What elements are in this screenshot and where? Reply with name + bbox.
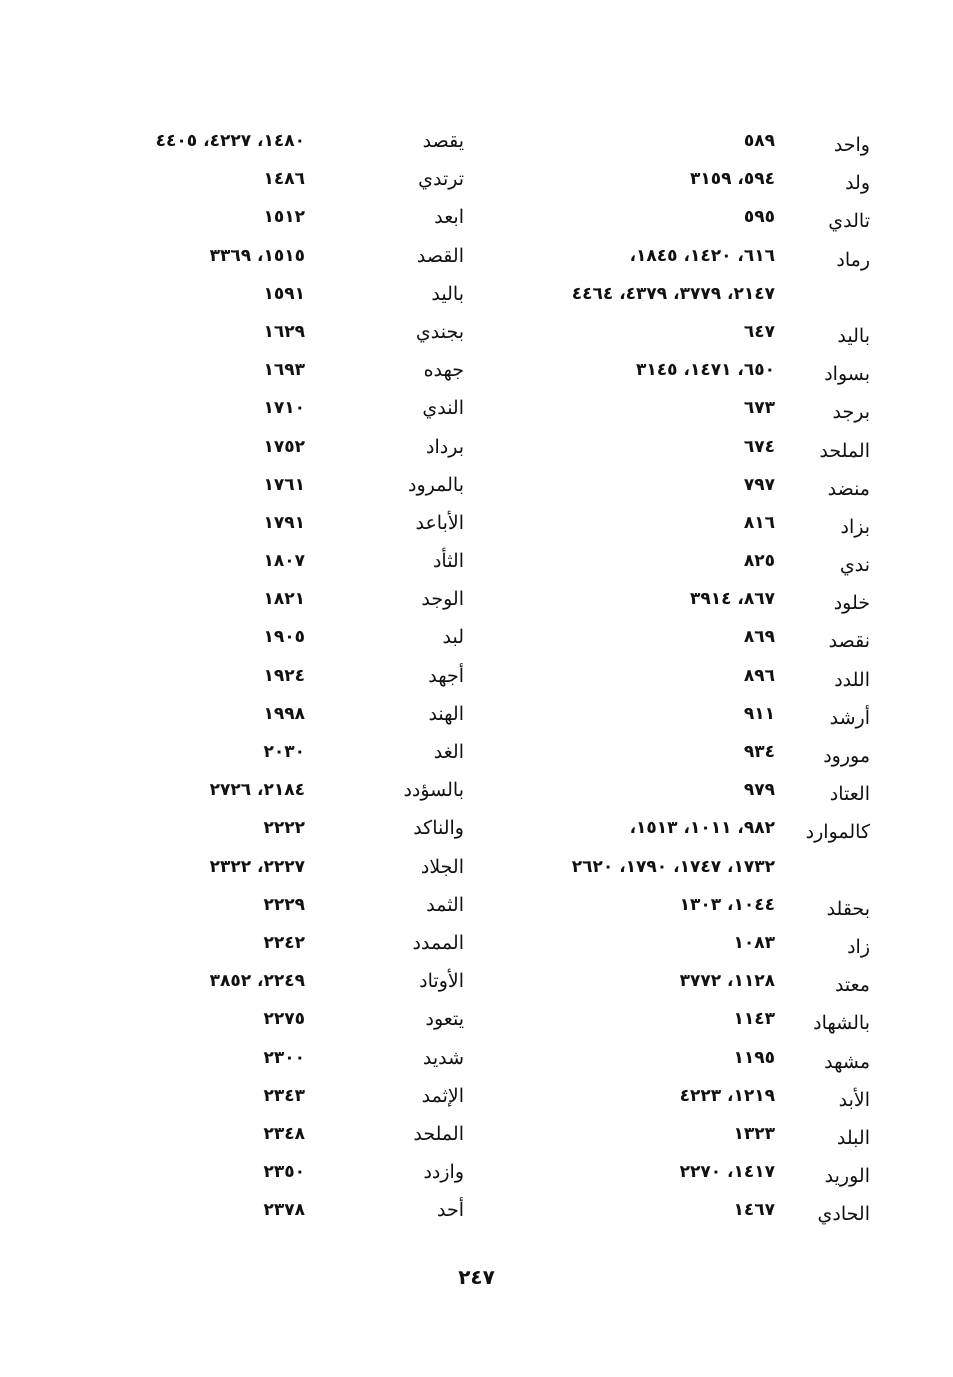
entry-references: ٩١١ (743, 703, 775, 724)
index-row (128, 466, 870, 504)
entry-word: بالمرود (408, 473, 464, 496)
entry-references: ١٥١٢ (263, 207, 305, 228)
index-row (128, 542, 870, 580)
index-row (128, 1000, 870, 1038)
index-row (128, 198, 870, 236)
index-row (128, 924, 870, 962)
index-row (128, 1039, 870, 1077)
index-row (128, 657, 870, 695)
entry-word: الممدد (412, 931, 464, 954)
entry-word: اللدد (834, 668, 870, 691)
entry-references: ٢١٨٤، ٢٧٢٦ (209, 780, 305, 801)
entry-word: العتاد (829, 783, 870, 806)
entry-references: ٢٢٢٧، ٢٣٢٢ (209, 856, 305, 877)
entry-word: بالسؤدد (403, 779, 464, 802)
entry-word: الوجد (421, 588, 464, 611)
entry-references: ١٨٠٧ (263, 551, 305, 572)
index-row (128, 122, 870, 160)
entry-word (775, 279, 870, 317)
entry-word: الثأد (432, 550, 464, 573)
entry-word: بجندي (415, 320, 464, 343)
entry-references: ٢٣٧٨ (263, 1200, 305, 1221)
entry-references: ١٢١٩، ٤٢٢٣ (679, 1085, 775, 1106)
entry-references: ٢٣٤٣ (263, 1085, 305, 1106)
index-row (128, 695, 870, 733)
index-row (128, 275, 870, 313)
index-row (128, 848, 870, 886)
entry-references: ٨٢٥ (743, 551, 775, 572)
entry-word: لبد (442, 626, 464, 649)
entry-references: ١٠٨٣ (733, 932, 775, 953)
index-row (128, 962, 870, 1000)
index-row (128, 580, 870, 618)
entry-word: بزاد (840, 515, 870, 538)
entry-word: شديد (422, 1046, 464, 1069)
page-number: ٢٤٧ (458, 1265, 495, 1289)
entry-references: ٢٢٢٢ (263, 818, 305, 839)
entry-references: ١٤٨٦ (263, 169, 305, 190)
entry-word: الأوتاد (419, 970, 464, 993)
entry-references: ٨٦٩ (743, 627, 775, 648)
entry-references: ١٦٢٩ (263, 321, 305, 342)
entry-references: ٨١٦ (743, 512, 775, 533)
entry-references: ٥٩٥ (743, 207, 775, 228)
entry-word: يقصد (422, 130, 464, 152)
entry-word: جهده (423, 359, 464, 382)
entry-references: ١٤٨٠، ٤٢٢٧، ٤٤٠٥ (155, 131, 305, 151)
entry-word: مورود (823, 745, 870, 767)
entry-word: بالشهاد (813, 1012, 870, 1035)
entry-references: ١٧٣٢، ١٧٤٧، ١٧٩٠، ٢٦٢٠ (571, 856, 775, 877)
entry-word: الوريد (824, 1165, 870, 1188)
entry-word: زاد (847, 935, 870, 958)
entry-references: ١٩٩٨ (263, 703, 305, 724)
entry-word: الأبد (838, 1088, 870, 1111)
entry-word: الملحد (819, 439, 870, 462)
entry-references: ٦٤٧ (743, 321, 775, 342)
entry-references: ١٨٢١ (263, 589, 305, 610)
index-row (128, 1153, 870, 1191)
entry-word: كالموارد (805, 821, 870, 844)
entry-references: ٩٣٤ (743, 742, 775, 762)
index-table (128, 122, 870, 1229)
entry-references: ٨٦٧، ٣٩١٤ (689, 589, 775, 610)
entry-references: ٢٢٤٢ (263, 932, 305, 953)
entry-word: القصد (416, 244, 464, 267)
entry-word: الغد (433, 741, 464, 763)
index-row (128, 733, 870, 771)
entry-references: ١٤١٧، ٢٢٧٠ (679, 1162, 775, 1183)
entry-word: الحادي (817, 1203, 870, 1226)
entry-word: وازدد (423, 1161, 464, 1184)
index-row (128, 1115, 870, 1153)
entry-references: ٩٧٩ (743, 780, 775, 801)
entry-references: ١٩٠٥ (263, 627, 305, 648)
entry-word: ترتدي (418, 168, 464, 191)
entry-word: الأباعد (415, 511, 464, 534)
entry-references: ٢٣٠٠ (263, 1047, 305, 1068)
entry-references: ٢٣٤٨ (263, 1123, 305, 1144)
entry-word: ولد (845, 172, 870, 195)
entry-word: برجد (832, 401, 870, 424)
entry-references: ١٤٦٧ (733, 1200, 775, 1221)
entry-references: ٦١٦، ١٤٢٠، ١٨٤٥، (629, 245, 775, 266)
entry-references: ١٥٩١ (263, 283, 305, 304)
index-row (128, 886, 870, 924)
entry-word: رماد (836, 248, 870, 271)
entry-references: ١١٤٣ (733, 1009, 775, 1030)
entry-references: ٦٧٤ (743, 436, 775, 457)
entry-word: الملحد (413, 1122, 464, 1145)
entry-references: ١٧١٠ (263, 398, 305, 419)
entry-word: باليد (837, 324, 870, 347)
entry-references: ١٥١٥، ٣٣٦٩ (209, 245, 305, 266)
entry-references: ١٣٢٣ (733, 1123, 775, 1144)
entry-word: الجلاد (420, 855, 464, 878)
entry-references: ١٧٦١ (263, 474, 305, 495)
index-row (128, 1077, 870, 1115)
entry-references: ٢٣٥٠ (263, 1162, 305, 1183)
entry-references: ٦٧٣ (743, 398, 775, 419)
entry-word: ابعد (434, 206, 464, 229)
entry-word: الندي (422, 397, 464, 420)
index-row (128, 313, 870, 351)
entry-word: الثمد (426, 893, 464, 916)
index-row (128, 504, 870, 542)
entry-references: ٥٩٤، ٣١٥٩ (689, 169, 775, 190)
entry-word: واحد (833, 134, 870, 156)
entry-references: ١٠٤٤، ١٣٠٣ (679, 894, 775, 915)
entry-word (775, 852, 870, 890)
index-row (128, 771, 870, 809)
entry-word: معتد (834, 974, 870, 997)
entry-references: ٩٨٢، ١٠١١، ١٥١٣، (629, 818, 775, 839)
index-row (128, 809, 870, 847)
entry-word: نقصد (828, 630, 870, 653)
entry-word: الإثمد (421, 1084, 464, 1107)
index-row (128, 351, 870, 389)
index-row (128, 1191, 870, 1229)
entry-references: ٥٨٩ (743, 131, 775, 151)
entry-references: ١١٢٨، ٣٧٧٢ (679, 971, 775, 992)
entry-references: ١١٩٥ (733, 1047, 775, 1068)
entry-word: الهند (428, 702, 464, 725)
entry-word: مشهد (824, 1050, 870, 1073)
entry-word: منضد (827, 477, 870, 500)
entry-references: ١٩٢٤ (263, 665, 305, 686)
entry-references: ٨٩٦ (743, 665, 775, 686)
entry-references: ٧٩٧ (743, 474, 775, 495)
index-row (128, 389, 870, 427)
entry-references: ٢٢٤٩، ٣٨٥٢ (209, 971, 305, 992)
entry-references: ١٧٥٢ (263, 436, 305, 457)
index-row (128, 618, 870, 656)
entry-word: باليد (431, 282, 464, 305)
entry-word: بسواد (824, 363, 870, 386)
entry-word: البلد (836, 1126, 870, 1149)
index-row (128, 237, 870, 275)
entry-references: ١٦٩٣ (263, 360, 305, 381)
entry-word: أجهد (428, 664, 464, 687)
entry-references: ١٧٩١ (263, 512, 305, 533)
entry-word: أحد (437, 1199, 464, 1222)
entry-word: تالدي (828, 210, 870, 233)
entry-word: والناكد (413, 817, 464, 840)
entry-word: أرشد (829, 706, 870, 729)
entry-references: ٦٥٠، ١٤٧١، ٣١٤٥ (636, 360, 775, 381)
entry-word: برداد (426, 435, 464, 458)
entry-references: ٢١٤٧، ٣٧٧٩، ٤٣٧٩، ٤٤٦٤ (571, 283, 775, 304)
entry-word: ندي (839, 554, 870, 577)
entry-references: ٢٠٣٠ (263, 742, 305, 762)
entry-word: خلود (833, 592, 870, 615)
index-row (128, 160, 870, 198)
entry-word: بحقلد (826, 897, 870, 920)
entry-references: ٢٢٧٥ (263, 1009, 305, 1030)
entry-references: ٢٢٢٩ (263, 894, 305, 915)
index-row (128, 428, 870, 466)
entry-word: يتعود (425, 1008, 464, 1031)
